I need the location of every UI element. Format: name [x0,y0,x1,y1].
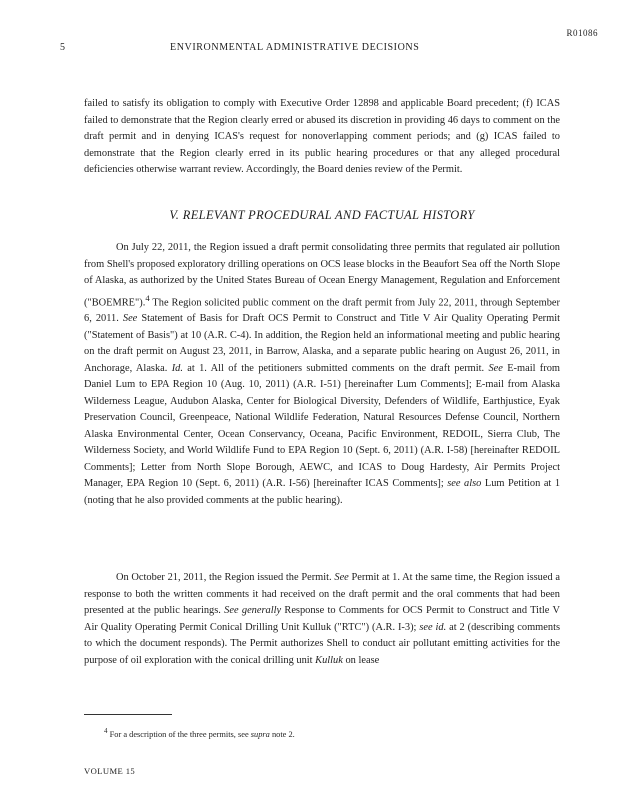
citation-signal: See [122,313,138,325]
citation-signal: See generally [224,605,282,616]
citation-signal: Id. [171,362,183,374]
journal-title: ENVIRONMENTAL ADMINISTRATIVE DECISIONS [170,42,420,53]
text-run: The Region solicited public comment on the draft permit from July 22, 2011, through September 6, 2011. [84,296,560,325]
paragraph-text [84,570,560,669]
text-run: note 2. [269,729,295,739]
text-run: Statement of Basis for Draft OCS Permit to Construct and Title V Air Quality Operating Permit ("Statement of Basis") at 10 (A.R. C-4). In addition, the Region held an informational meeting and public hearing on the draft permit on August 23, 2011, in Barrow, Alaska, and a separate public hearing on August 26, 2011, in Anchorage, Alaska. [84,313,560,374]
paragraph-text [84,240,560,509]
volume-footer: VOLUME 15 [84,766,136,776]
footnote-divider [84,714,172,715]
paragraph-text: failed to satisfy its obligation to comply with Executive Order 12898 and applicable Board precedent; (f) ICAS failed to demonstrate that the Region clearly erred or abused its discretion in providing 46 days to comment on the draft permit and in denying ICAS's request for nonoverlapping comment periods; and (g) ICAS failed to demonstrate that the Region clearly erred in its public hearing procedures or that any alleged procedural deficiencies otherwise warrant review. Accordingly, the Board denies review of the Permit. [84,98,560,175]
text-run: Response to Comments for OCS Permit to Construct and Title V Air Quality Operating Permit Conical Drilling Unit Kulluk ("RTC") (A.R. I-3); [84,605,561,633]
citation-signal: See [488,362,503,374]
citation-signal: See [334,572,349,583]
footnote-number: 4 [104,727,108,735]
text-run: Lum Petition at 1 (noting that he also provided comments at the public hearing). [84,478,561,506]
section-heading: V. RELEVANT PROCEDURAL AND FACTUAL HISTORY [169,208,475,222]
page-id: R01086 [566,28,598,38]
citation-signal: supra [250,729,270,739]
footnote [84,727,560,739]
vessel-name: Kulluk [315,654,343,666]
page-number: 5 [60,42,65,53]
text-run: On July 22, 2011, the Region issued a draft permit consolidating three permits that regulated air pollution from Shell's proposed exploratory drilling operations on OCS lease blocks in the Beaufort Sea off the North Slope of Alaska, as authorized by the United States Bureau of Ocean Energy Management, Regulation and Enforcement ("BOEMRE"). [84,242,560,308]
paragraph-draft-permit [84,240,560,509]
text-run: at 1. All of the petitioners submitted comments on the draft permit. [182,362,489,374]
paragraph-permit-issued [84,570,560,669]
paragraph-conclusion [84,96,560,179]
citation-signal: see also [447,478,482,490]
text-run: On October 21, 2011, the Region issued the Permit. [116,572,335,583]
footnote-reference[interactable]: 4 [145,292,150,303]
text-run: Permit at 1. At the same time, the Region issued a response to both the written comments it had received on the draft permit and the oral comments that had been presented at the public hearings. [84,572,561,616]
text-run: on lease [342,654,380,666]
citation-signal: see id. [419,621,447,633]
text-run: For a description of the three permits, see [107,729,251,739]
text-run: at 2 (describing comments to which the document responds). The Permit authorizes Shell to conduct air pollutant emitting activities for the purpose of oil exploration with the conical drilling unit [84,621,560,666]
text-run: E-mail from Daniel Lum to EPA Region 10 (Aug. 10, 2011) (A.R. I-51) [hereinafter Lum Comments]; E-mail from Alaska Wilderness League, Audubon Alaska, Center for Biological Diversity, Defenders of Wildlife, Earthjustice, Eyak Preservation Council, Greenpeace, National Wildlife Federation, Natural Resources Defense Council, Northern Alaska Environmental Center, Ocean Conservancy, Oceana, Pacific Environment, REDOIL, Sierra Club, The Wilderness Society, and World Wildlife Fund to EPA Region 10 (Sept. 6, 2011) (A.R. I-58) [hereinafter REDOIL Comments]; Letter from North Slope Borough, AEWC, and ICAS to Doug Hardesty, Air Permits Project Manager, EPA Region 10 (Sept. 6, 2011) (A.R. I-56) [hereinafter ICAS Comments]; [84,362,560,490]
